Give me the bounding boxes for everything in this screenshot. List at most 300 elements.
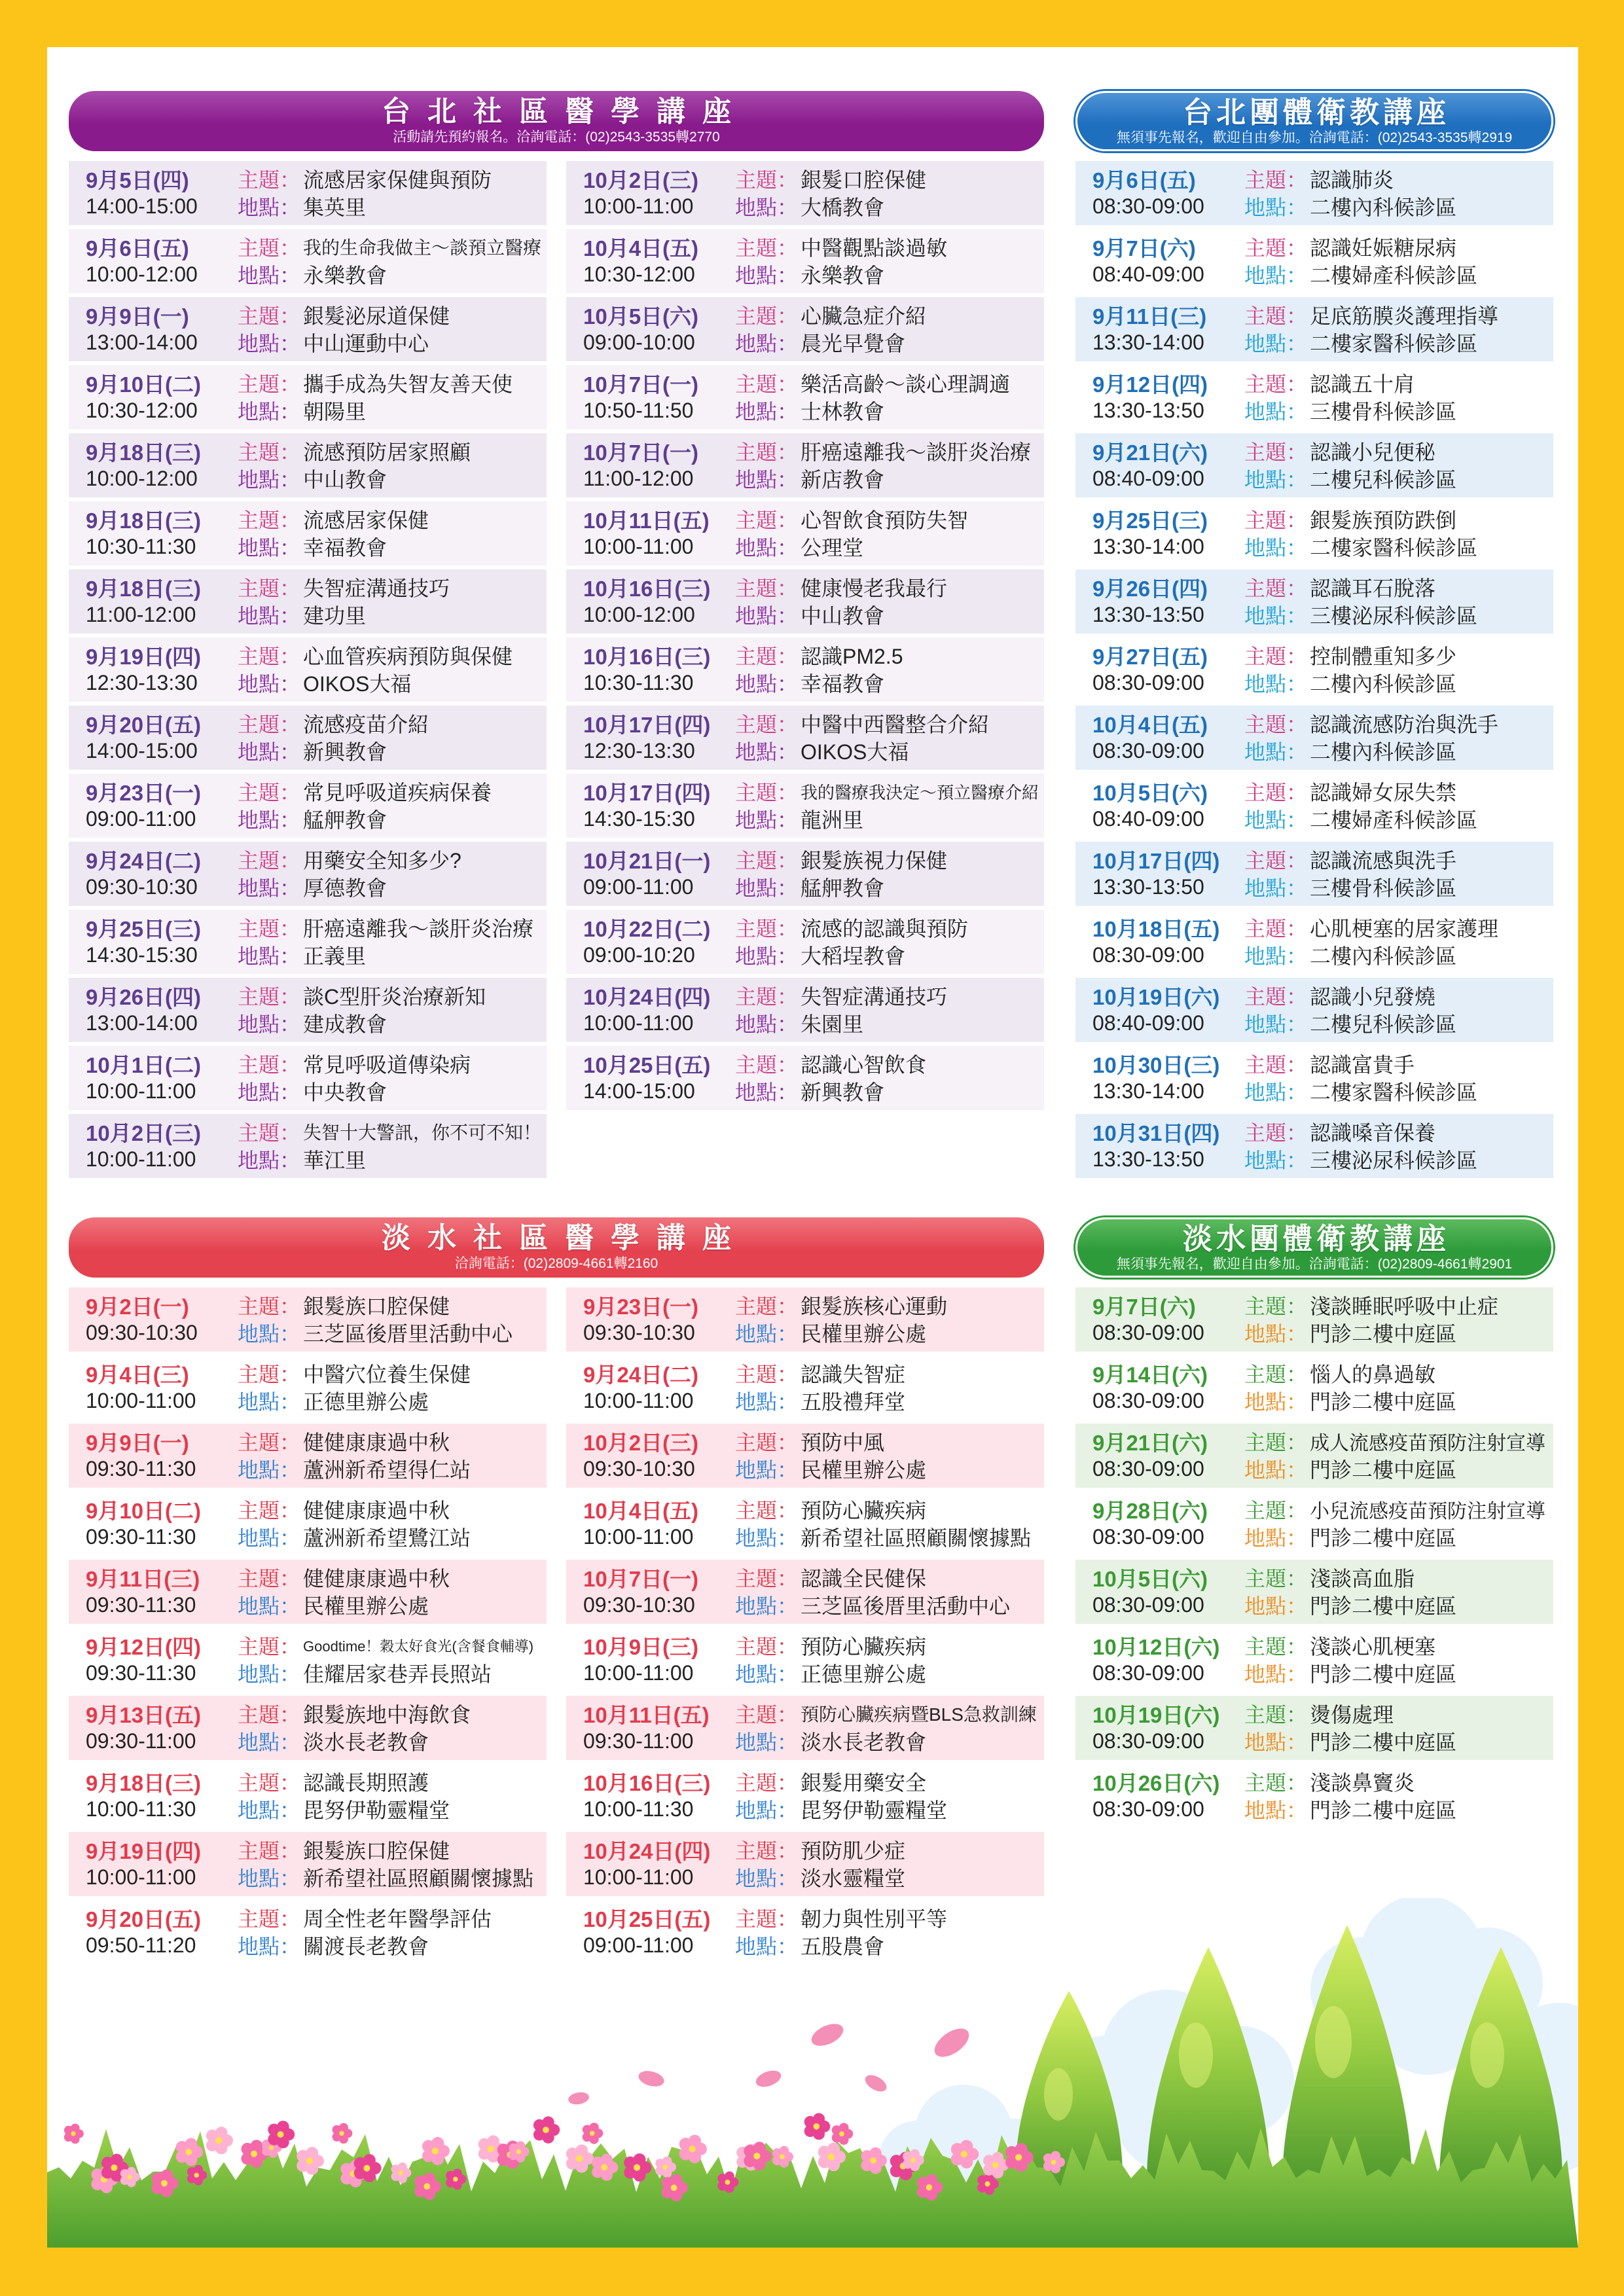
event-date: 10月7日(一) — [583, 1566, 699, 1591]
event-row — [69, 433, 547, 497]
event-time: 08:30-09:00 — [1092, 1592, 1204, 1617]
event-subject: 銀髮族預防跌倒 — [1310, 509, 1457, 532]
event-place: 艋舺教會 — [801, 876, 885, 900]
event-time: 12:30-13:30 — [583, 738, 695, 762]
event-time: 09:30-10:30 — [583, 1456, 695, 1480]
event-date: 9月26日(四) — [86, 984, 202, 1009]
event-date: 10月24日(四) — [583, 1839, 711, 1863]
subject-label: 主題： — [735, 1431, 799, 1454]
event-subject: 流感疫苗介紹 — [303, 713, 429, 736]
subject-label: 主題： — [735, 1295, 799, 1318]
event-subject: 攜手成為失智友善天使 — [303, 372, 513, 396]
event-place: 淡水長老教會 — [303, 1731, 429, 1754]
event-subject: 肝癌遠離我～談肝炎治療 — [303, 917, 534, 941]
event-place: OIKOS大福 — [303, 672, 412, 696]
subject-label: 主題： — [1244, 304, 1308, 328]
event-subject: 認識肺炎 — [1310, 168, 1394, 192]
event-place: 新興教會 — [801, 1081, 885, 1104]
event-subject: 預防中風 — [801, 1431, 885, 1454]
event-subject: 認識PM2.5 — [801, 645, 903, 668]
place-label: 地點： — [1244, 400, 1308, 423]
subject-label: 主題： — [238, 917, 301, 941]
event-place: 門診二樓中庭區 — [1310, 1322, 1457, 1346]
event-date: 10月2日(三) — [583, 168, 699, 192]
event-row — [69, 1832, 547, 1896]
schedule-column — [69, 161, 547, 1178]
place-label: 地點： — [238, 1662, 301, 1686]
subject-label: 主題： — [238, 1771, 301, 1795]
event-row — [566, 1628, 1044, 1692]
subject-label: 主題： — [238, 1907, 301, 1931]
event-date: 9月21日(六) — [1092, 440, 1208, 465]
place-label: 地點： — [735, 1662, 799, 1686]
event-subject: 流感預防居家照顧 — [303, 440, 471, 464]
section-title: 台北社區醫學講座 — [382, 96, 748, 128]
event-place: 門診二樓中庭區 — [1310, 1799, 1457, 1822]
place-label: 地點： — [238, 1390, 301, 1414]
subject-label: 主題： — [1244, 372, 1308, 396]
subject-label: 主題： — [735, 1839, 799, 1863]
event-row — [1075, 1046, 1553, 1110]
place-label: 地點： — [1244, 1013, 1308, 1036]
event-place: 二樓兒科候診區 — [1310, 468, 1457, 492]
place-label: 地點： — [238, 1526, 301, 1550]
flower — [354, 2154, 382, 2182]
event-time: 09:00-11:00 — [583, 1933, 694, 1957]
flower — [679, 2135, 707, 2163]
event-date: 9月25日(三) — [1092, 508, 1208, 533]
flower — [333, 2123, 353, 2144]
event-place: 三芝區後厝里活動中心 — [801, 1594, 1011, 1618]
event-row — [1075, 1764, 1553, 1828]
event-time: 09:00-10:20 — [583, 942, 695, 967]
subject-label: 主題： — [735, 1635, 799, 1659]
event-subject: 失智症溝通技巧 — [801, 985, 948, 1009]
event-time: 09:30-10:30 — [583, 1592, 695, 1617]
place-label: 地點： — [1244, 1662, 1308, 1686]
event-subject: 預防心臟疾病 — [801, 1635, 927, 1659]
event-place: 二樓家醫科候診區 — [1310, 536, 1478, 560]
event-row — [69, 1355, 547, 1420]
event-time: 09:30-10:30 — [86, 874, 198, 899]
event-row — [1075, 501, 1553, 565]
event-time: 10:00-11:00 — [583, 1011, 694, 1035]
event-time: 09:30-11:00 — [86, 1729, 196, 1753]
event-subject: 認識全民健保 — [801, 1567, 927, 1590]
event-time: 10:00-11:00 — [86, 1079, 196, 1103]
event-date: 10月25日(五) — [583, 1052, 711, 1077]
schedule-column — [1075, 1287, 1553, 1828]
petal — [637, 2068, 666, 2089]
event-subject: 銀髮族地中海飲食 — [303, 1703, 471, 1727]
subject-label: 主題： — [1244, 509, 1308, 532]
event-row — [1075, 910, 1553, 974]
event-time: 13:00-14:00 — [86, 330, 198, 354]
event-subject: 健健康康過中秋 — [303, 1431, 450, 1454]
event-time: 08:40-09:00 — [1092, 806, 1204, 831]
section-header — [69, 91, 1044, 151]
event-place: 二樓內科候診區 — [1310, 740, 1457, 764]
event-date: 10月21日(一) — [583, 848, 711, 873]
section-subtitle: 無須事先報名，歡迎自由參加。洽詢電話：(02)2543-3535轉2919 — [1116, 130, 1513, 145]
section-subtitle: 無須事先報名，歡迎自由參加。洽詢電話：(02)2809-4661轉2901 — [1116, 1257, 1513, 1272]
event-date: 9月6日(五) — [1092, 168, 1196, 192]
event-subject: Goodtime！穀太好食光(含餐食輔導) — [303, 1638, 534, 1655]
event-time: 09:30-11:30 — [86, 1592, 196, 1617]
event-place: 關渡長老教會 — [303, 1935, 429, 1958]
event-subject: 認識嗓音保養 — [1310, 1121, 1436, 1145]
place-label: 地點： — [1244, 1799, 1308, 1822]
event-time: 09:30-10:30 — [583, 1320, 695, 1344]
subject-label: 主題： — [238, 440, 301, 464]
event-place: 蘆洲新希望得仁站 — [303, 1458, 471, 1482]
place-label: 地點： — [735, 536, 799, 560]
event-place: 五股農會 — [801, 1935, 885, 1958]
event-time: 10:00-12:00 — [583, 602, 695, 626]
place-label: 地點： — [238, 1594, 301, 1618]
place-label: 地點： — [1244, 1594, 1308, 1618]
event-date: 10月11日(五) — [583, 508, 710, 533]
subject-label: 主題： — [735, 304, 799, 328]
event-time: 10:30-11:30 — [583, 670, 694, 694]
event-date: 9月20日(五) — [86, 1907, 202, 1931]
event-time: 10:00-11:00 — [583, 194, 694, 218]
event-date: 10月18日(五) — [1092, 916, 1220, 941]
petal — [568, 2090, 590, 2106]
event-subject: 健健康康過中秋 — [303, 1499, 450, 1522]
event-date: 9月12日(四) — [1092, 372, 1208, 397]
schedule-columns — [1075, 161, 1553, 1178]
subject-label: 主題： — [1244, 1567, 1308, 1590]
section-header — [69, 1217, 1044, 1278]
event-subject: 認識心智飲食 — [801, 1053, 927, 1077]
event-time: 11:00-12:00 — [86, 602, 196, 626]
place-label: 地點： — [238, 1013, 301, 1036]
subject-label: 主題： — [1244, 440, 1308, 464]
event-subject: 韌力與性別平等 — [801, 1907, 948, 1931]
event-row — [69, 910, 547, 974]
place-label: 地點： — [735, 604, 799, 628]
flower — [804, 2113, 831, 2140]
event-date: 10月16日(三) — [583, 1770, 711, 1795]
event-row — [566, 978, 1044, 1042]
flower — [533, 2117, 560, 2144]
section-subtitle: 活動請先預約報名。洽詢電話：(02)2543-3535轉2770 — [393, 130, 720, 145]
place-label: 地點： — [1244, 536, 1308, 560]
place-label: 地點： — [735, 740, 799, 764]
event-date: 9月24日(二) — [583, 1362, 699, 1387]
event-subject: 預防心臟疾病 — [801, 1499, 927, 1522]
subject-label: 主題： — [1244, 1635, 1308, 1659]
subject-label: 主題： — [735, 577, 799, 600]
event-date: 9月5日(四) — [86, 168, 189, 192]
subject-label: 主題： — [1244, 849, 1308, 872]
event-row — [69, 1424, 547, 1488]
event-place: 毘努伊勒靈糧堂 — [801, 1799, 948, 1822]
place-label: 地點： — [735, 400, 799, 423]
place-label: 地點： — [735, 1322, 799, 1346]
event-subject: 認識妊娠糖尿病 — [1310, 236, 1457, 260]
subject-label: 主題： — [735, 1771, 799, 1795]
event-place: 幸福教會 — [801, 672, 885, 696]
event-row — [69, 706, 547, 770]
event-date: 9月9日(一) — [86, 304, 189, 329]
subject-label: 主題： — [1244, 1363, 1308, 1386]
event-date: 10月19日(六) — [1092, 984, 1220, 1009]
event-place: 淡水靈糧堂 — [801, 1867, 906, 1890]
event-time: 10:30-12:00 — [583, 262, 695, 286]
event-date: 10月25日(五) — [583, 1907, 711, 1931]
event-date: 9月13日(五) — [86, 1702, 202, 1727]
place-label: 地點： — [238, 1322, 301, 1346]
event-place: 蘆洲新希望鷺江站 — [303, 1526, 471, 1550]
place-label: 地點： — [238, 196, 301, 219]
subject-label: 主題： — [1244, 168, 1308, 192]
place-label: 地點： — [238, 1081, 301, 1104]
place-label: 地點： — [1244, 468, 1308, 492]
place-label: 地點： — [238, 1731, 301, 1754]
place-label: 地點： — [238, 1458, 301, 1482]
event-row — [1075, 1355, 1553, 1420]
event-date: 9月18日(三) — [86, 508, 202, 533]
subject-label: 主題： — [735, 509, 799, 532]
event-date: 9月11日(三) — [1092, 304, 1207, 329]
event-subject: 預防心臟疾病暨BLS急救訓練 — [801, 1704, 1037, 1725]
subject-label: 主題： — [238, 985, 301, 1009]
event-subject: 認識富貴手 — [1310, 1053, 1415, 1077]
place-label: 地點： — [1244, 1526, 1308, 1550]
subject-label: 主題： — [238, 1499, 301, 1522]
event-place: 門診二樓中庭區 — [1310, 1458, 1457, 1482]
flower — [832, 2123, 854, 2145]
subject-label: 主題： — [735, 1703, 799, 1727]
subject-label: 主題： — [238, 1635, 301, 1659]
place-label: 地點： — [735, 808, 799, 832]
place-label: 地點： — [238, 604, 301, 628]
event-time: 13:30-14:00 — [1092, 330, 1204, 354]
event-row — [566, 1046, 1044, 1110]
event-subject: 肝癌遠離我～談肝炎治療 — [801, 440, 1032, 464]
event-time: 10:00-11:00 — [583, 1660, 694, 1685]
event-place: 華江里 — [303, 1149, 367, 1172]
event-time: 13:30-13:50 — [1092, 874, 1204, 899]
place-label: 地點： — [238, 876, 301, 900]
event-subject: 認識失智症 — [801, 1363, 906, 1386]
event-subject: 常見呼吸道傳染病 — [303, 1053, 471, 1077]
event-row — [69, 365, 547, 429]
event-place: 二樓內科候診區 — [1310, 196, 1457, 219]
event-date: 9月19日(四) — [86, 1839, 202, 1863]
event-time: 08:40-09:00 — [1092, 262, 1204, 286]
event-place: 淡水長老教會 — [801, 1731, 927, 1754]
event-time: 14:00-15:00 — [86, 738, 198, 762]
event-place: 門診二樓中庭區 — [1310, 1594, 1457, 1618]
place-label: 地點： — [238, 944, 301, 968]
event-row — [69, 1492, 547, 1556]
event-time: 08:30-09:00 — [1092, 942, 1204, 967]
event-row — [69, 229, 547, 293]
subject-label: 主題： — [735, 1053, 799, 1077]
event-row — [69, 1696, 547, 1760]
event-place: 正義里 — [303, 944, 367, 968]
event-date: 9月9日(一) — [86, 1430, 189, 1455]
event-place: 門診二樓中庭區 — [1310, 1662, 1457, 1686]
subject-label: 主題： — [735, 1907, 799, 1931]
event-subject: 銀髮族口腔保健 — [303, 1839, 450, 1863]
event-subject: 中醫穴位養生保健 — [303, 1363, 471, 1386]
subject-label: 主題： — [1244, 236, 1308, 260]
event-time: 10:00-11:00 — [583, 534, 694, 558]
event-date: 9月19日(四) — [86, 644, 202, 669]
event-row — [1075, 1287, 1553, 1352]
place-label: 地點： — [1244, 944, 1308, 968]
event-place: OIKOS大福 — [801, 740, 909, 764]
schedule-columns — [69, 1287, 1044, 1964]
flower — [583, 2123, 604, 2144]
schedule-columns — [69, 161, 1044, 1178]
event-date: 9月23日(一) — [86, 780, 202, 805]
event-row — [69, 1560, 547, 1624]
event-place: 大稻埕教會 — [801, 944, 906, 968]
event-place: 艋舺教會 — [303, 808, 388, 832]
event-subject: 認識流感防治與洗手 — [1310, 713, 1499, 736]
event-place: 晨光早覺會 — [801, 332, 906, 355]
event-date: 9月24日(二) — [86, 848, 202, 873]
event-row — [69, 637, 547, 702]
place-label: 地點： — [1244, 1390, 1308, 1414]
section-subtitle: 洽詢電話：(02)2809-4661轉2160 — [454, 1256, 659, 1271]
event-place: 朝陽里 — [303, 400, 367, 423]
event-subject: 銀髮族口腔保健 — [303, 1295, 450, 1318]
subject-label: 主題： — [238, 781, 301, 804]
event-subject: 認識小兒發燒 — [1310, 985, 1436, 1009]
event-row — [566, 161, 1044, 225]
subject-label: 主題： — [1244, 1771, 1308, 1795]
event-subject: 心臟急症介紹 — [801, 304, 927, 328]
event-date: 9月23日(一) — [583, 1294, 699, 1319]
schedule-column — [566, 161, 1044, 1178]
event-time: 09:00-11:00 — [583, 874, 694, 899]
event-place: 集英里 — [303, 196, 367, 219]
event-place: 正德里辦公處 — [303, 1390, 429, 1414]
event-subject: 認識小兒便秘 — [1310, 440, 1436, 464]
event-row — [1075, 774, 1553, 838]
event-row — [69, 842, 547, 906]
event-place: 門診二樓中庭區 — [1310, 1731, 1457, 1754]
event-row — [566, 229, 1044, 293]
place-label: 地點： — [1244, 672, 1308, 696]
event-subject: 銀髮用藥安全 — [801, 1771, 927, 1795]
event-place: 朱園里 — [801, 1013, 864, 1036]
event-date: 10月4日(五) — [583, 1498, 699, 1523]
event-time: 08:30-09:00 — [1092, 1388, 1204, 1412]
event-row — [1075, 1114, 1553, 1178]
event-row — [566, 774, 1044, 838]
schedule-columns — [1075, 1287, 1553, 1828]
event-date: 10月26日(六) — [1092, 1770, 1220, 1795]
petal — [808, 2019, 847, 2050]
event-time: 09:50-11:20 — [86, 1933, 196, 1957]
section-title: 淡水團體衛教講座 — [1182, 1222, 1450, 1255]
subject-label: 主題： — [735, 917, 799, 941]
event-date: 9月20日(五) — [86, 712, 202, 737]
event-time: 08:30-09:00 — [1092, 194, 1204, 218]
subject-label: 主題： — [238, 1121, 301, 1145]
event-time: 09:00-11:00 — [86, 806, 196, 831]
petals — [568, 2019, 974, 2106]
subject-label: 主題： — [735, 713, 799, 736]
event-date: 9月10日(二) — [86, 1498, 202, 1523]
event-time: 09:30-10:30 — [86, 1320, 198, 1344]
event-time: 09:00-10:00 — [583, 330, 695, 354]
subject-label: 主題： — [735, 372, 799, 396]
event-place: 厚德教會 — [303, 876, 388, 900]
event-subject: 惱人的鼻過敏 — [1310, 1363, 1436, 1386]
event-date: 9月4日(三) — [86, 1362, 189, 1387]
event-place: 二樓家醫科候診區 — [1310, 1081, 1478, 1104]
event-place: 中山教會 — [801, 604, 885, 628]
event-date: 10月11日(五) — [583, 1702, 710, 1727]
event-row — [566, 1832, 1044, 1896]
subject-label: 主題： — [238, 849, 301, 872]
subject-label: 主題： — [735, 1499, 799, 1522]
event-time: 13:00-14:00 — [86, 1011, 198, 1035]
event-date: 10月22日(二) — [583, 916, 711, 941]
event-row — [69, 161, 547, 225]
event-time: 13:30-13:50 — [1092, 1147, 1204, 1171]
subject-label: 主題： — [238, 1567, 301, 1590]
event-row — [566, 297, 1044, 361]
place-label: 地點： — [238, 1799, 301, 1822]
event-date: 10月4日(五) — [1092, 712, 1208, 737]
subject-label: 主題： — [238, 1703, 301, 1727]
event-place: 士林教會 — [801, 400, 885, 423]
taipei-group-health-talks — [1075, 91, 1553, 1178]
event-time: 10:30-12:00 — [86, 398, 198, 422]
event-place: 幸福教會 — [303, 536, 388, 560]
place-label: 地點： — [735, 1935, 799, 1958]
place-label: 地點： — [1244, 604, 1308, 628]
place-label: 地點： — [735, 468, 799, 492]
event-row — [69, 501, 547, 565]
event-row — [69, 1114, 547, 1178]
event-row — [566, 637, 1044, 702]
event-time: 10:30-11:30 — [86, 534, 196, 558]
event-place: 民權里辦公處 — [303, 1594, 429, 1618]
event-date: 9月14日(六) — [1092, 1362, 1208, 1387]
event-place: 龍洲里 — [801, 808, 864, 832]
event-place: 建功里 — [303, 604, 367, 628]
event-time: 10:00-11:30 — [583, 1797, 694, 1821]
petal — [753, 2068, 783, 2090]
section-header — [1075, 91, 1553, 151]
event-place: 正德里辦公處 — [801, 1662, 927, 1686]
subject-label: 主題： — [735, 645, 799, 668]
event-date: 10月17日(四) — [583, 712, 711, 737]
schedule-column — [69, 1287, 547, 1964]
event-place: 建成教會 — [303, 1013, 388, 1036]
place-label: 地點： — [735, 1594, 799, 1618]
event-time: 08:30-09:00 — [1092, 1320, 1204, 1344]
event-time: 10:50-11:50 — [583, 398, 694, 422]
event-date: 9月25日(三) — [86, 916, 202, 941]
event-subject: 我的生命我做主～談預立醫療 — [303, 238, 542, 258]
event-row — [566, 706, 1044, 770]
event-date: 10月2日(三) — [583, 1430, 699, 1455]
event-time: 10:00-11:00 — [86, 1147, 196, 1171]
event-subject: 銀髮泌尿道保健 — [303, 304, 450, 328]
event-date: 10月31日(四) — [1092, 1121, 1220, 1145]
